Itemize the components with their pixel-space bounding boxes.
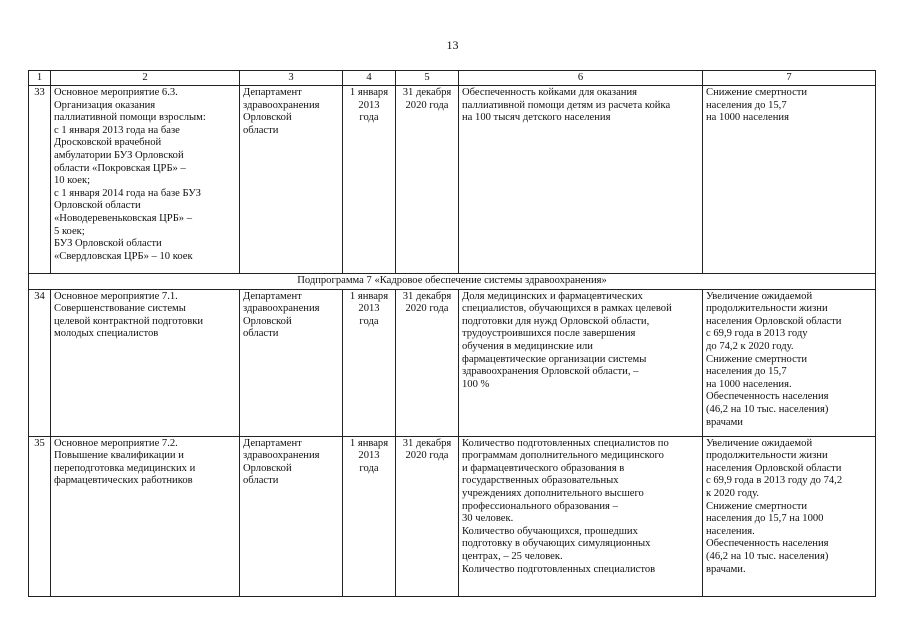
measure-text: Основное мероприятие 6.3. Организация оказания паллиативной помощи взрослым: с 1 января 2013 года на базе Дросковской врачебной амбулатории БУЗ Орловской области «Покровская ЦРБ» – 10 коек; с 1 января 2014 года на базе БУЗ Орловской области «Новодеревеньковская ЦРБ» – 5 коек; БУЗ Орловской области «Свердловская ЦРБ» – 10 коек — [54, 87, 206, 262]
end-date-text: 31 декабря 2020 года — [402, 290, 452, 315]
column-number: 3 — [240, 71, 343, 86]
subprogram-row — [29, 274, 876, 290]
result-text: Увеличение ожидаемой продолжительности жизни населения Орловской области с 69,9 года в 2013 году до 74,2 к 2020 году. Снижение смертности населения до 15,7 на 1000 населения. Обеспеченность населения (46,2 на 10 тыс. населения) врачами. — [706, 437, 843, 575]
end-date-text: 31 декабря 2020 года — [402, 437, 452, 462]
column-number: 7 — [703, 71, 876, 86]
end-date-cell — [396, 436, 459, 596]
column-number-row — [29, 71, 876, 86]
start-date-text: 1 января 2013 года — [349, 290, 389, 327]
result-cell — [703, 289, 876, 436]
column-number: 2 — [51, 71, 240, 86]
end-date-cell — [396, 86, 459, 274]
executor-cell — [240, 86, 343, 274]
measure-text: Основное мероприятие 7.1. Совершенствование системы целевой контрактной подготовки молодых специалистов — [54, 290, 204, 340]
end-date-cell — [396, 289, 459, 436]
executor-cell — [240, 289, 343, 436]
row-number: 34 — [29, 289, 51, 436]
measure-cell — [51, 86, 240, 274]
executor-cell — [240, 436, 343, 596]
indicator-text: Обеспеченность койками для оказания паллиативной помощи детям из расчета койка на 100 тысяч детского населения — [462, 87, 671, 124]
result-text: Снижение смертности населения до 15,7 на 1000 населения — [706, 87, 808, 124]
indicator-text: Доля медицинских и фармацевтических специалистов, обучающихся в рамках целевой подготовки для нужд Орловской области, трудоустроившихся после завершения обучения в медицинские или фармацевтические организации системы здравоохранения Орловской области, – 100 % — [462, 290, 672, 390]
start-date-text: 1 января 2013 года — [349, 87, 389, 124]
end-date-text: 31 декабря 2020 года — [402, 87, 452, 111]
column-number: 1 — [29, 71, 51, 86]
result-cell — [703, 86, 876, 274]
indicator-cell — [459, 86, 703, 274]
page-number: 13 — [446, 38, 459, 52]
indicator-cell — [459, 289, 703, 436]
start-date-text: 1 января 2013 года — [349, 437, 389, 474]
indicator-cell — [459, 436, 703, 596]
executor-text: Департамент здравоохранения Орловской области — [243, 290, 320, 340]
measure-text: Основное мероприятие 7.2. Повышение квалификации и переподготовка медицинских и фармацевтических работников — [54, 437, 196, 487]
indicator-text: Количество подготовленных специалистов по программам дополнительного медицинского и фармацевтического образования в государственных образовательных учреждениях дополнительного высшего профессионального образования – 30 человек. Количество обучающихся, прошедших подготовку в обучающих симуляционных центрах, – 25 человек. Количество подготовленных специалистов — [462, 437, 669, 575]
measure-cell — [51, 436, 240, 596]
result-cell — [703, 436, 876, 596]
column-number: 6 — [459, 71, 703, 86]
table-row — [29, 289, 876, 436]
start-date-cell — [343, 289, 396, 436]
start-date-cell — [343, 436, 396, 596]
start-date-cell — [343, 86, 396, 274]
table-row — [29, 436, 876, 596]
executor-text: Департамент здравоохранения Орловской области — [243, 437, 320, 487]
table-row — [29, 86, 876, 274]
subprogram-title: Подпрограмма 7 «Кадровое обеспечение системы здравоохранения» — [29, 274, 876, 290]
executor-text: Департамент здравоохранения Орловской области — [243, 87, 320, 136]
row-number: 35 — [29, 436, 51, 596]
measure-cell — [51, 289, 240, 436]
row-number: 33 — [29, 86, 51, 274]
column-number: 4 — [343, 71, 396, 86]
result-text: Увеличение ожидаемой продолжительности жизни населения Орловской области с 69,9 года в 2013 году до 74,2 к 2020 году. Снижение смертности населения до 15,7 на 1000 населения. Обеспеченность населения (46,2 на 10 тыс. населения) врачами — [706, 290, 842, 428]
column-number: 5 — [396, 71, 459, 86]
program-table — [28, 70, 876, 597]
